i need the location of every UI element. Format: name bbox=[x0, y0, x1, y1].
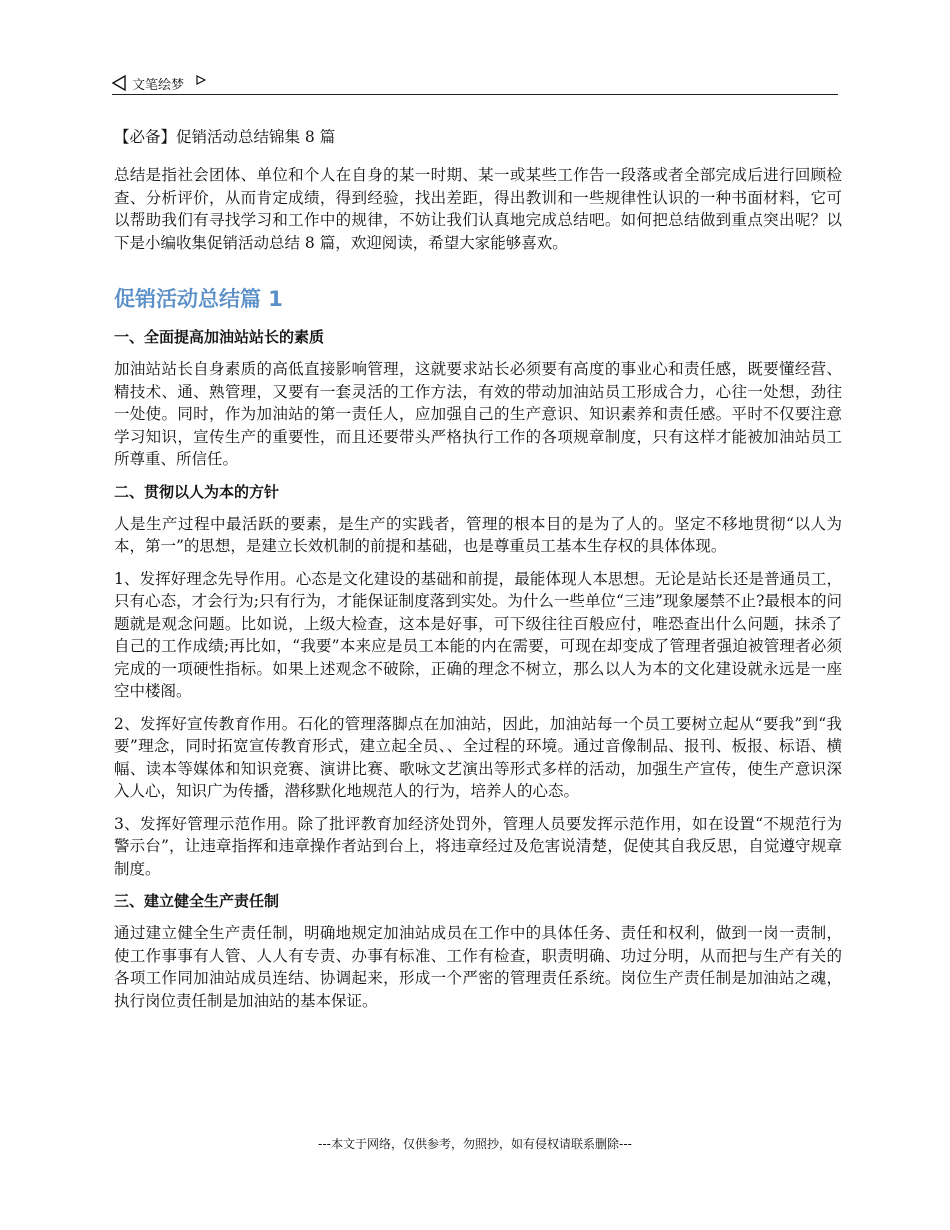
paragraph-3: 1、发挥好理念先导作用。心态是文化建设的基础和前提，最能体现人本思想。无论是站长还是普通员工，只有心态，才会行为;只有行为，才能保证制度落到实处。为什么一些单位“三违”现象屡禁不止?最根本的问题就是观念问题。比如说，上级大检查，这本是好事，可下级往往百般应付，唯恐查出什么问题，抹杀了自己的工作成绩;再比如，“我要”本来应是员工本能的内在需要，可现在却变成了管理者强迫被管理者必须完成的一项硬性指标。如果上述观念不破除，正确的理念不树立，那么以人为本的文化建设就永远是一座空中楼阁。 bbox=[114, 569, 842, 700]
intro-paragraph: 总结是指社会团体、单位和个人在自身的某一时期、某一或某些工作告一段落或者全部完成后进行回顾检查、分析评价，从而肯定成绩，得到经验，找出差距，得出教训和一些规律性认识的一种书面材料，它可以帮助我们有寻找学习和工作中的规律，不妨让我们认真地完成总结吧。如何把总结做到重点突出呢？以下是小编收集促销活动总结 8 篇，欢迎阅读，希望大家能够喜欢。 bbox=[114, 166, 842, 252]
page-header bbox=[112, 72, 838, 95]
paragraph-4: 2、发挥好宣传教育作用。石化的管理落脚点在加油站，因此，加油站每一个员工要树立起从“要我”到“我要”理念，同时拓宽宣传教育形式，建立起全员、、全过程的环境。通过音像制品、报刊、板报、标语、横幅、读本等媒体和知识竞赛、演讲比赛、歌咏文艺演出等形式多样的活动，加强生产宣传，使生产意识深入人心，知识广为传播，潜移默化地规范人的行为，培养人的心态。 bbox=[114, 714, 842, 800]
paragraph-1: 加油站站长自身素质的高低直接影响管理，这就要求站长必须要有高度的事业心和责任感，既要懂经营、精技术、通、熟管理，又要有一套灵活的工作方法，有效的带动加油站员工形成合力，心往一处想，劲往一处使。同时，作为加油站的第一责任人，应加强自己的生产意识、知识素养和责任感。平时不仅要注意学习知识，宣传生产的重要性，而且还要带头严格执行工作的各项规章制度，只有这样才能被加油站员工所尊重、所信任。 bbox=[114, 360, 842, 468]
footer-notice: ---本文于网络，仅供参考，勿照抄，如有侵权请联系删除--- bbox=[318, 1137, 632, 1151]
heading-3: 三、建立健全生产责任制 bbox=[114, 892, 280, 910]
document-title: 【必备】促销活动总结锦集 8 篇 bbox=[114, 128, 336, 146]
heading-2: 二、贯彻以人为本的方针 bbox=[114, 482, 280, 501]
section-title: 促销活动总结篇 1 bbox=[114, 287, 283, 311]
document-body bbox=[114, 126, 842, 1022]
triangle-left-icon bbox=[112, 75, 126, 91]
paragraph-5: 3、发挥好管理示范作用。除了批评教育加经济处罚外，管理人员要发挥示范作用，如在设置“不规范行为警示台”，让违章指挥和违章操作者站到台上，将违章经过及危害说清楚，促使其自我反思，自觉遵守规章制度。 bbox=[114, 814, 842, 878]
header-brand: 文笔绘梦 bbox=[132, 77, 185, 93]
triangle-right-icon bbox=[196, 75, 206, 85]
paragraph-2: 人是生产过程中最活跃的要素，是生产的实践者，管理的根本目的是为了人的。坚定不移地贯彻“以人为本，第一”的思想，是建立长效机制的前提和基础，也是尊重员工基本生存权的具体体现。 bbox=[114, 514, 842, 555]
paragraph-6: 通过建立健全生产责任制，明确地规定加油站成员在工作中的具体任务、责任和权利，做到一岗一责制，使工作事事有人管、人人有专责、办事有标准、工作有检查，职责明确、功过分明，从而把与生产有关的各项工作同加油站成员连结、协调起来，形成一个严密的管理责任系统。岗位生产责任制是加油站之魂，执行岗位责任制是加油站的基本保证。 bbox=[114, 924, 842, 1010]
heading-1: 一、全面提高加油站站长的素质 bbox=[114, 328, 325, 346]
